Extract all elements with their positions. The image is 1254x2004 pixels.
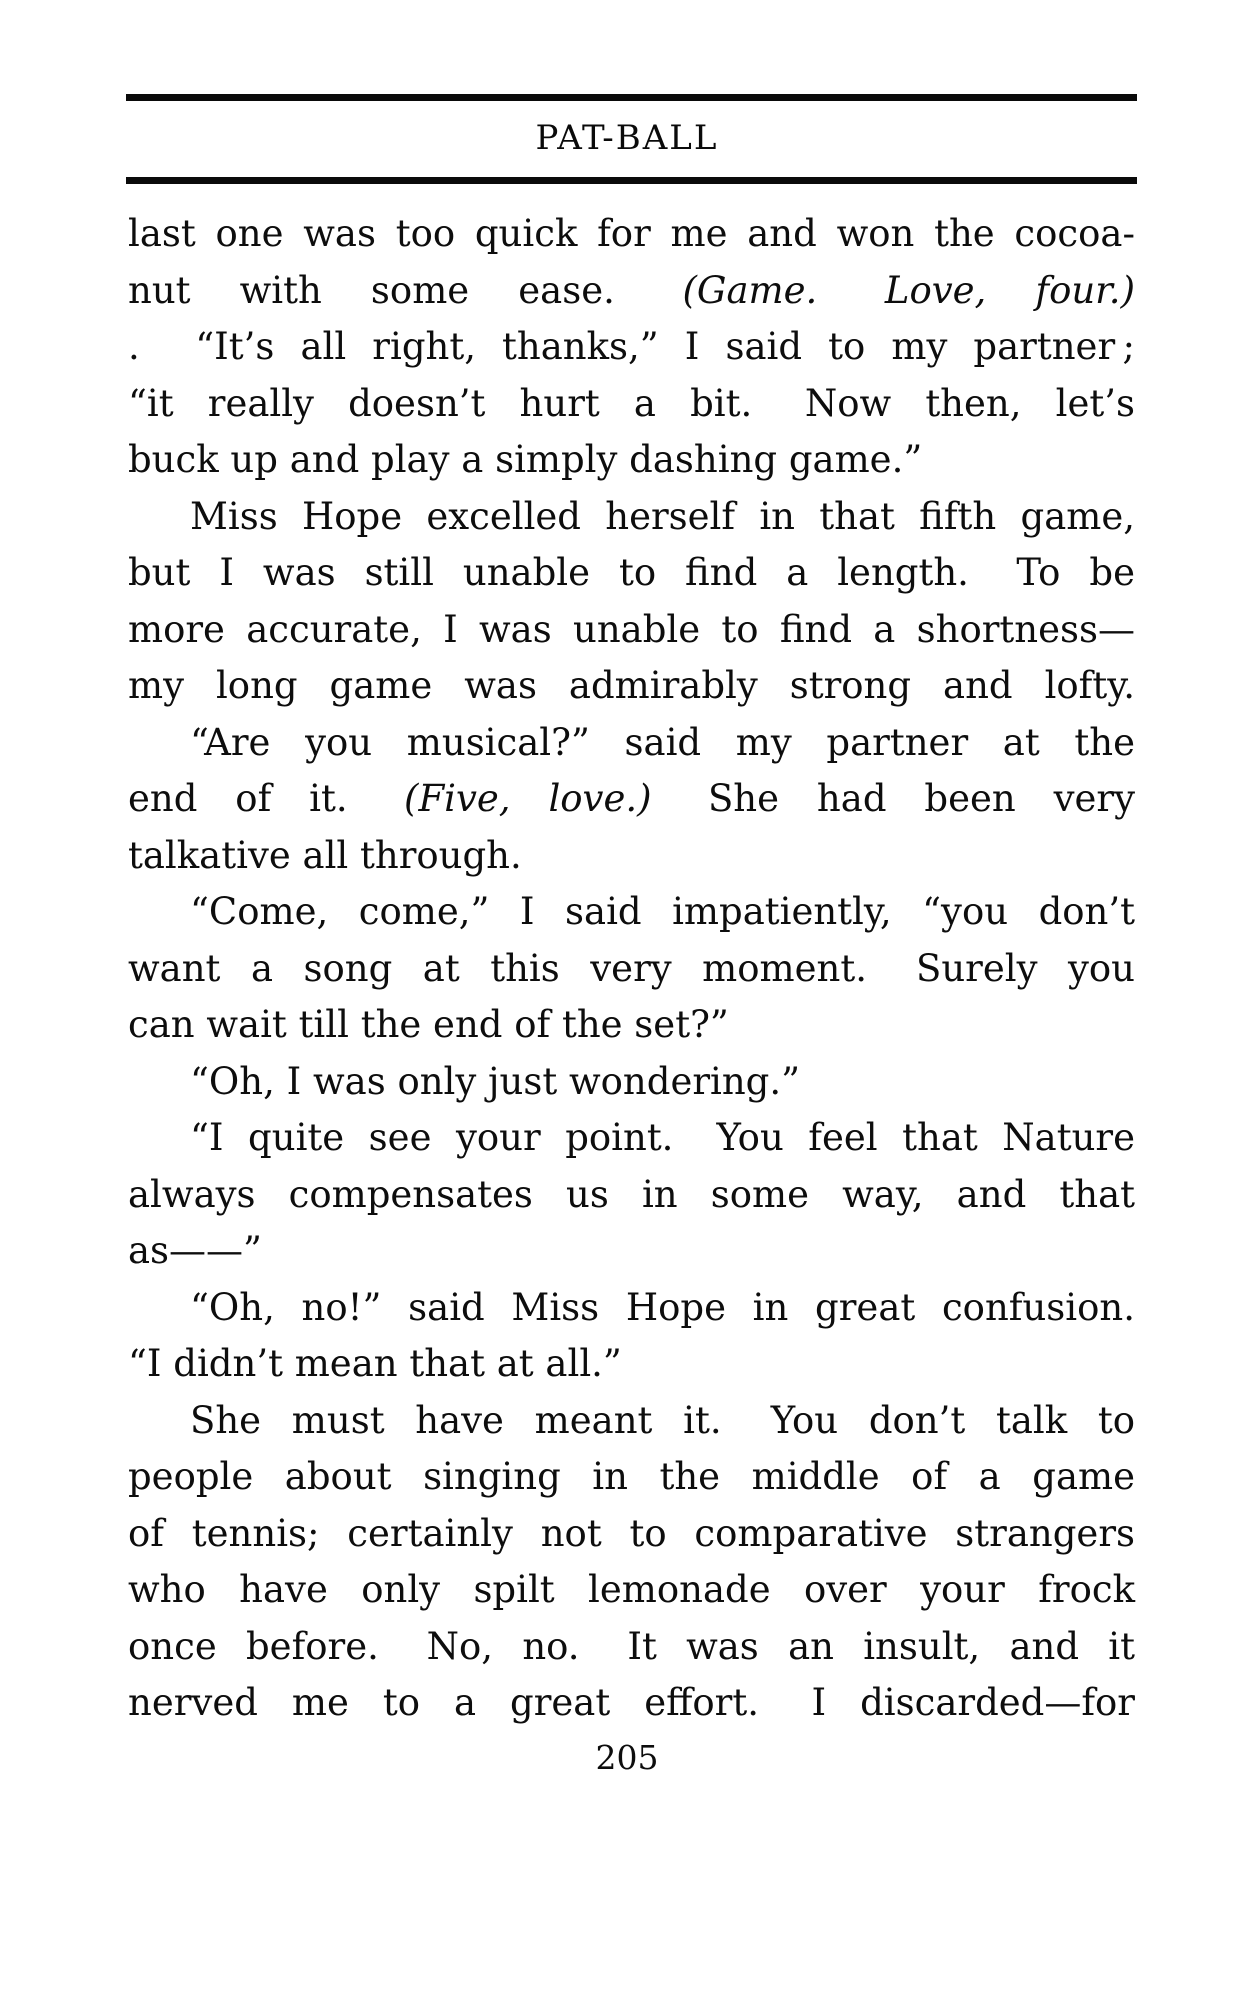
text-line bbox=[128, 1506, 1135, 1563]
text-segment: my long game was admirably strong and lofty. bbox=[128, 664, 1135, 707]
text-segment: . “It’s all right, thanks,” I said to my partner ; bbox=[128, 325, 1135, 368]
text-segment: can wait till the end of the set?” bbox=[128, 1003, 729, 1046]
text-line bbox=[128, 1167, 1135, 1224]
italic-text-segment: (Five, love.) bbox=[404, 777, 652, 820]
text-line bbox=[128, 1223, 1135, 1280]
text-segment: always compensates us in some way, and that bbox=[128, 1172, 1135, 1216]
text-segment: nerved me to a great effort. I discarded—for bbox=[128, 1681, 1135, 1724]
text-segment: “I didn’t mean that at all.” bbox=[128, 1342, 622, 1385]
text-line bbox=[128, 489, 1135, 546]
text-line bbox=[128, 884, 1135, 941]
text-segment: but I was still unable to find a length. To be bbox=[128, 551, 1135, 594]
text-line bbox=[128, 1449, 1135, 1506]
text-segment: “it really doesn’t hurt a bit. Now then, let’s bbox=[128, 381, 1135, 425]
page-number: 205 bbox=[595, 1738, 659, 1777]
text-line bbox=[128, 376, 1135, 433]
text-line bbox=[128, 1280, 1135, 1337]
text-segment: “Are you musical?” said my partner at the bbox=[190, 720, 1135, 764]
text-segment: “Oh, I was only just wondering.” bbox=[190, 1059, 801, 1103]
text-line bbox=[128, 1110, 1135, 1167]
text-segment: “Oh, no!” said Miss Hope in great confusion. bbox=[190, 1285, 1135, 1329]
text-segment: as——” bbox=[128, 1229, 262, 1272]
text-line bbox=[128, 771, 1135, 828]
text-segment: talkative all through. bbox=[128, 833, 522, 877]
text-segment: buck up and play a simply dashing game.” bbox=[128, 438, 923, 481]
text-segment: more accurate, I was unable to find a shortness— bbox=[128, 607, 1135, 651]
text-segment: “I quite see your point. You feel that Nature bbox=[190, 1116, 1135, 1159]
text-line bbox=[128, 1562, 1135, 1619]
text-line bbox=[128, 319, 1135, 376]
text-line bbox=[128, 1054, 1135, 1111]
text-line bbox=[128, 997, 1135, 1054]
text-segment: end of it. bbox=[128, 777, 405, 820]
text-segment: who have only spilt lemonade over your frock bbox=[128, 1568, 1135, 1611]
italic-text-segment: (Game. Love, four.) bbox=[682, 268, 1136, 312]
text-line bbox=[128, 263, 1135, 320]
text-segment: people about singing in the middle of a game bbox=[128, 1455, 1135, 1498]
text-line bbox=[128, 432, 1135, 489]
text-segment: She had been very bbox=[651, 777, 1135, 820]
text-line bbox=[128, 658, 1135, 715]
body-text bbox=[128, 206, 1135, 1732]
text-line bbox=[128, 545, 1135, 602]
text-line bbox=[128, 1675, 1135, 1732]
running-head: PAT-BALL bbox=[535, 118, 719, 158]
text-segment: of tennis; certainly not to comparative strangers bbox=[128, 1511, 1135, 1555]
text-line bbox=[128, 1619, 1135, 1676]
header-rule-bottom bbox=[126, 177, 1137, 184]
text-segment: Miss Hope excelled herself in that fifth game, bbox=[190, 494, 1135, 538]
text-line bbox=[128, 1336, 1135, 1393]
header-rule-top bbox=[126, 94, 1137, 101]
text-line bbox=[128, 828, 1135, 885]
text-segment: “Come, come,” I said impatiently, “you don’t bbox=[190, 890, 1135, 933]
text-segment: last one was too quick for me and won the cocoa- bbox=[128, 212, 1135, 255]
text-line bbox=[128, 206, 1135, 263]
text-segment: once before. No, no. It was an insult, and it bbox=[128, 1624, 1135, 1668]
text-line bbox=[128, 602, 1135, 659]
text-line bbox=[128, 715, 1135, 772]
text-line bbox=[128, 941, 1135, 998]
text-line bbox=[128, 1393, 1135, 1450]
text-segment: She must have meant it. You don’t talk to bbox=[190, 1398, 1135, 1442]
text-segment: want a song at this very moment. Surely you bbox=[128, 946, 1135, 990]
text-segment: nut with some ease. bbox=[128, 268, 683, 312]
